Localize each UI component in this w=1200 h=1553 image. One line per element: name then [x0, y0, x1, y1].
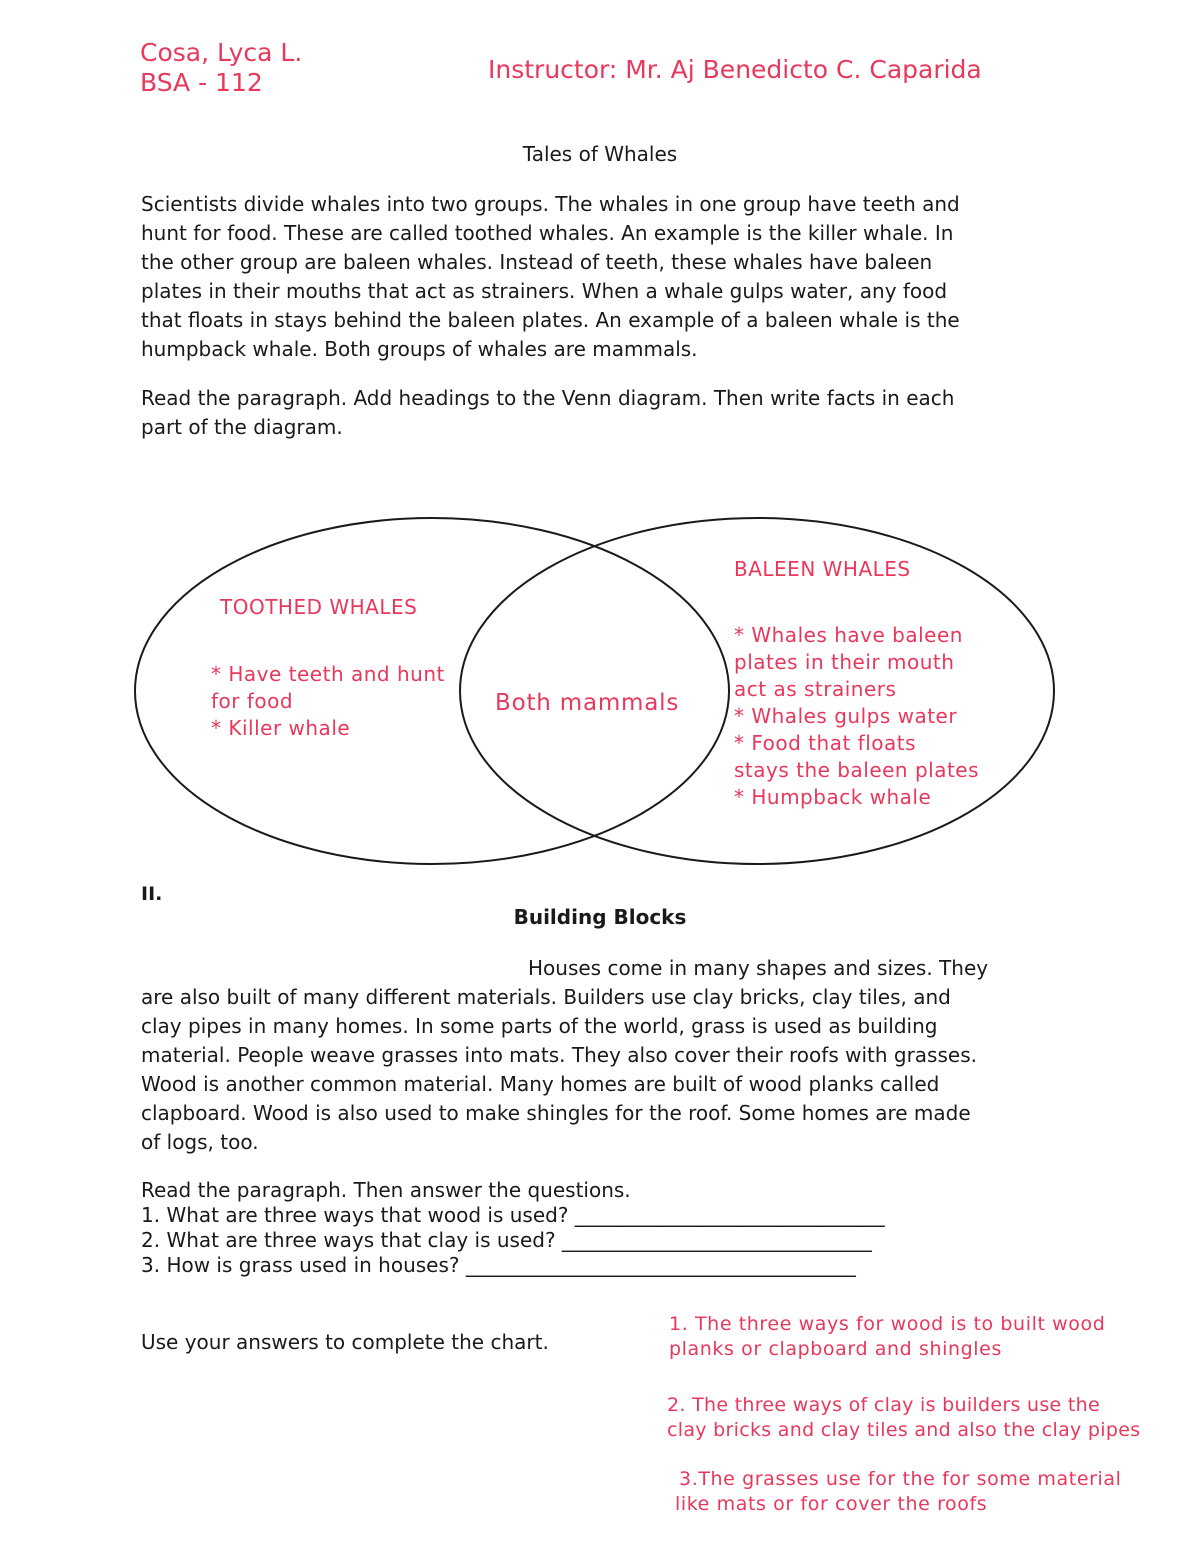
answer-line: planks or clapboard and shingles: [669, 1338, 1002, 1360]
venn-right-heading: BALEEN WHALES: [734, 557, 911, 581]
venn-right-facts: [734, 622, 979, 811]
paragraph-line: of logs, too.: [141, 1130, 259, 1154]
building-paragraph: [141, 954, 988, 1157]
instruction-line: part of the diagram.: [141, 415, 343, 439]
student-section: BSA - 112: [140, 68, 263, 97]
answer-line: 3.The grasses use for the for some material: [679, 1468, 1122, 1490]
venn-fact: * Whales have baleen: [734, 623, 963, 647]
venn-fact: act as strainers: [734, 677, 897, 701]
question-clay: 2. What are three ways that clay is used? _______________________________: [141, 1228, 872, 1252]
building-blocks-title: Building Blocks: [513, 905, 687, 929]
paragraph-line: clay pipes in many homes. In some parts of the world, grass is used as building: [141, 1014, 938, 1038]
venn-fact: stays the baleen plates: [734, 758, 980, 782]
venn-fact: * Food that floats: [734, 731, 916, 755]
question-wood: 1. What are three ways that wood is used? _______________________________: [141, 1203, 885, 1227]
answer-line: 1. The three ways for wood is to built wood: [669, 1313, 1106, 1335]
section-numeral: II.: [141, 883, 163, 905]
venn-center-label: Both mammals: [495, 690, 680, 716]
whales-title: Tales of Whales: [522, 142, 678, 166]
paragraph-line: material. People weave grasses into mats. They also cover their roofs with grasses.: [141, 1043, 977, 1067]
venn-fact: for food: [211, 689, 294, 713]
instructor-name: Instructor: Mr. Aj Benedicto C. Caparida: [488, 55, 982, 84]
venn-fact: * Have teeth and hunt: [211, 662, 445, 686]
chart-instruction: Use your answers to complete the chart.: [141, 1330, 549, 1354]
paragraph-line: the other group are baleen whales. Instead of teeth, these whales have baleen: [141, 250, 933, 274]
question-grass: 3. How is grass used in houses? _______________________________________: [141, 1253, 856, 1277]
paragraph-line: humpback whale. Both groups of whales are mammals.: [141, 337, 698, 361]
venn-fact: plates in their mouth: [734, 650, 955, 674]
paragraph-line: hunt for food. These are called toothed whales. An example is the killer whale. In: [141, 221, 954, 245]
answer-line: 2. The three ways of clay is builders use the: [667, 1394, 1100, 1416]
paragraph-line: clapboard. Wood is also used to make shingles for the roof. Some homes are made: [141, 1101, 971, 1125]
answer-wood: [669, 1312, 1105, 1362]
paragraph-line: Wood is another common material. Many homes are built of wood planks called: [141, 1072, 940, 1096]
venn-left-facts: [211, 661, 445, 742]
paragraph-line: Houses come in many shapes and sizes. They: [528, 956, 989, 980]
venn-fact: * Humpback whale: [734, 785, 932, 809]
paragraph-line: that floats in stays behind the baleen plates. An example of a baleen whale is the: [141, 308, 960, 332]
paragraph-line: Scientists divide whales into two groups. The whales in one group have teeth and: [141, 192, 960, 216]
student-name: Cosa, Lyca L.: [140, 38, 303, 67]
answer-grass: [675, 1467, 1122, 1517]
answer-line: like mats or for cover the roofs: [675, 1493, 988, 1515]
answer-clay: [667, 1393, 1140, 1443]
venn-left-heading: TOOTHED WHALES: [220, 595, 418, 619]
instruction-line: Read the paragraph. Add headings to the Venn diagram. Then write facts in each: [141, 386, 955, 410]
questions-block: [141, 1178, 885, 1278]
venn-fact: * Whales gulps water: [734, 704, 958, 728]
venn-fact: * Killer whale: [211, 716, 351, 740]
paragraph-line: plates in their mouths that act as strainers. When a whale gulps water, any food: [141, 279, 948, 303]
questions-instruction: Read the paragraph. Then answer the questions.: [141, 1178, 631, 1202]
paragraph-line: are also built of many different materials. Builders use clay bricks, clay tiles, and: [141, 985, 951, 1009]
answer-line: clay bricks and clay tiles and also the clay pipes: [667, 1419, 1141, 1441]
